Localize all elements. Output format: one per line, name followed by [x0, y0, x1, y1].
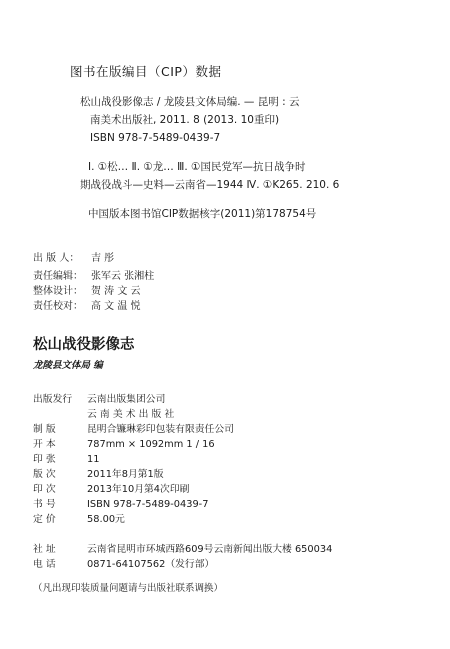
designer-value: 贺 涛 文 云: [91, 286, 141, 297]
publisher-value: 吉 彤: [91, 253, 115, 264]
address-value: 云南省昆明市环城西路609号云南新闻出版大楼 650034: [87, 544, 333, 555]
phone-label: 电 话: [33, 559, 56, 570]
isbn-value: ISBN 978-7-5489-0439-7: [87, 499, 209, 510]
info-row-publisher-2: [87, 410, 174, 420]
printing-value: 2013年10月第4次印刷: [87, 484, 190, 495]
print-value: 昆明合镰琳彩印包装有限责任公司: [87, 424, 234, 435]
contact-row-address: [33, 545, 332, 555]
print-label: 制 版: [33, 424, 56, 435]
printing-label: 印 次: [33, 484, 56, 495]
format-value: 787mm × 1092mm 1 / 16: [87, 439, 215, 450]
book-author: 龙陵县文体局 编: [33, 360, 103, 371]
designer-label: 整体设计：: [33, 286, 83, 297]
sheets-label: 印 张: [33, 454, 56, 465]
edition-value: 2011年8月第1版: [87, 469, 164, 480]
info-row-format: [33, 440, 215, 450]
publish-value-2: 云 南 美 术 出 版 社: [87, 409, 175, 420]
quality-notice: （凡出现印装质量问题请与出版社联系调换）: [33, 583, 224, 594]
publisher-row: [33, 254, 114, 264]
price-label: 定 价: [33, 514, 56, 525]
info-row-isbn: [33, 500, 208, 510]
cip-line-2: 南美术出版社, 2011. 8 (2013. 10重印): [90, 114, 280, 126]
cip-classification-line-2: 期战役战斗—史料—云南省—1944 Ⅳ. ①K265. 210. 6: [80, 179, 340, 191]
phone-value: 0871-64107562（发行部）: [87, 559, 215, 570]
info-row-publisher: [33, 395, 165, 405]
format-label: 开 本: [33, 439, 56, 450]
info-row-sheets: [33, 455, 99, 465]
cip-record-number: 中国版本图书馆CIP数据核字(2011)第178754号: [88, 208, 317, 220]
info-row-edition: [33, 470, 164, 480]
publish-value-1: 云南出版集团公司: [87, 394, 166, 405]
contact-row-phone: [33, 560, 214, 570]
cip-isbn-line: ISBN 978-7-5489-0439-7: [90, 132, 221, 144]
address-label: 社 址: [33, 544, 56, 555]
isbn-label: 书 号: [33, 499, 56, 510]
cip-heading: 图书在版编目（CIP）数据: [70, 64, 222, 79]
info-row-printing: [33, 485, 189, 495]
editor-row: [33, 272, 154, 282]
editor-label: 责任编辑：: [33, 271, 83, 282]
editor-value: 张军云 张湘柱: [91, 271, 155, 282]
proofreader-row: [33, 302, 141, 312]
price-value: 58.00元: [87, 514, 125, 525]
edition-label: 版 次: [33, 469, 56, 480]
book-title: 松山战役影像志: [33, 336, 135, 353]
cip-classification-line-1: Ⅰ. ①松… Ⅱ. ①龙… Ⅲ. ①国民党军—抗日战争时: [88, 161, 306, 173]
designer-row: [33, 287, 141, 297]
cip-line-1: 松山战役影像志 / 龙陵县文体局编. — 昆明 : 云: [80, 96, 300, 108]
info-row-printer: [33, 425, 234, 435]
info-row-price: [33, 515, 125, 525]
publisher-label: 出 版 人：: [33, 253, 80, 264]
sheets-value: 11: [87, 454, 100, 465]
proofreader-label: 责任校对：: [33, 301, 83, 312]
proofreader-value: 高 文 温 悦: [91, 301, 141, 312]
publish-label: 出版发行: [33, 394, 73, 405]
